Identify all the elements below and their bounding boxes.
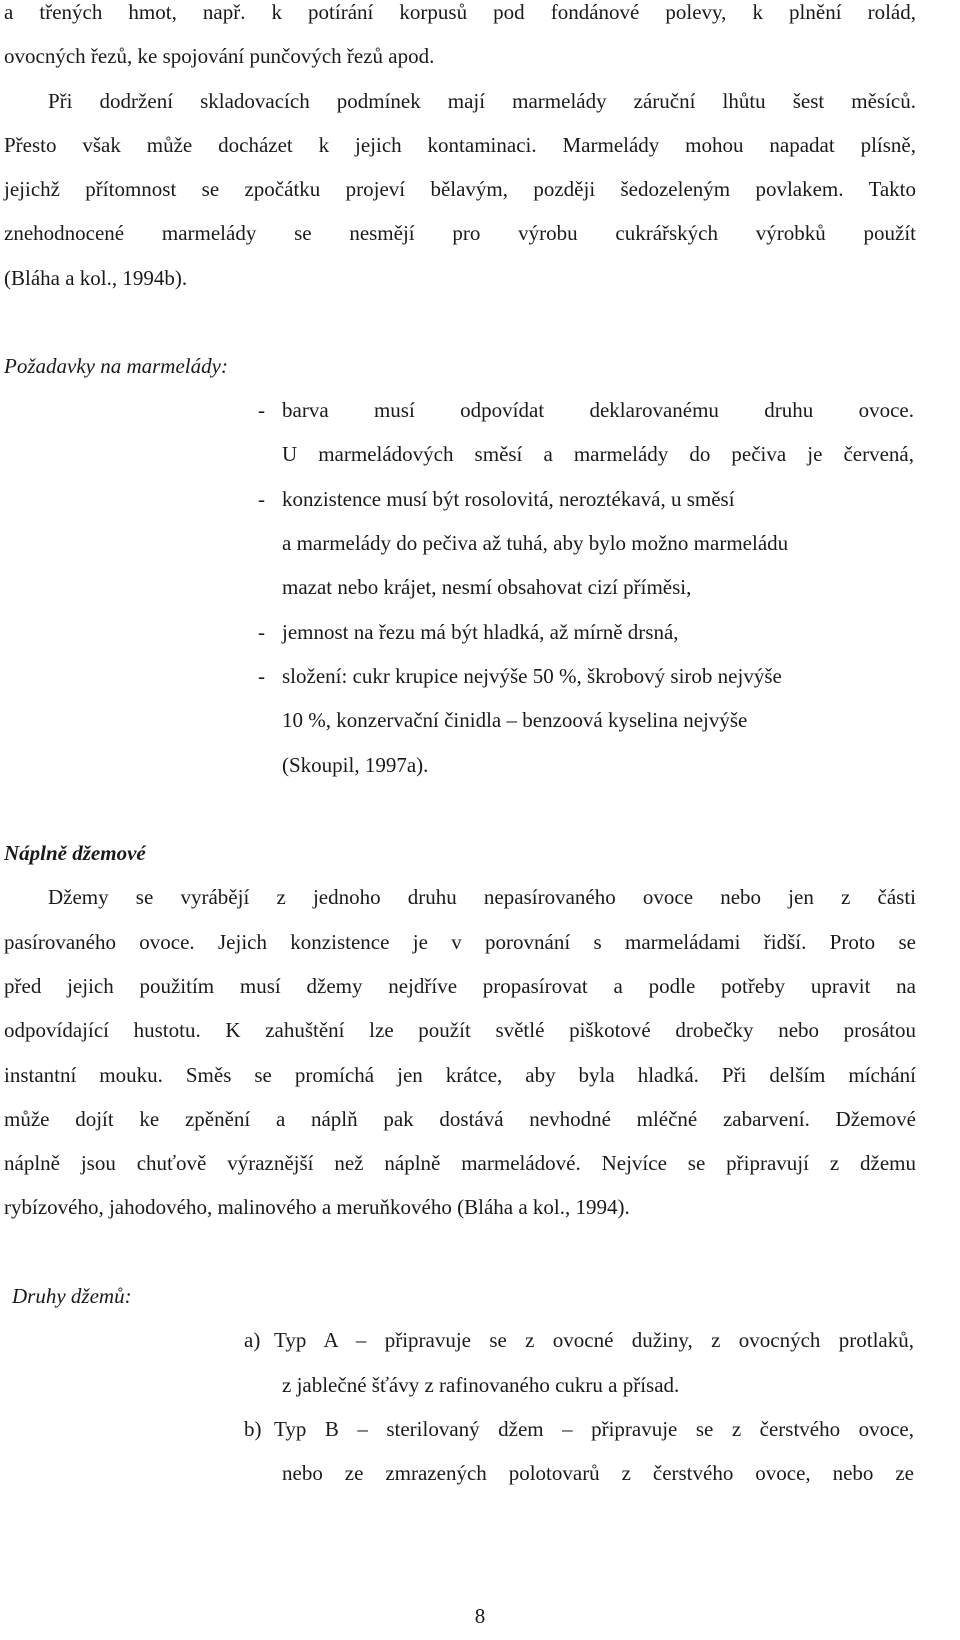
- list-item-line: Typ A – připravuje se z ovocné dužiny, z ovocných protlaků,: [274, 1328, 914, 1352]
- list-dash: -: [258, 664, 265, 688]
- text-line: náplně jsou chuťově výraznější než náplně marmeládové. Nejvíce se připravují z džemu: [4, 1151, 916, 1175]
- text-line: (Bláha a kol., 1994b).: [4, 266, 188, 290]
- list-dash: -: [258, 487, 265, 511]
- text-line: Při dodržení skladovacích podmínek mají marmelády záruční lhůtu šest měsíců.: [48, 89, 916, 113]
- section-heading: Druhy džemů:: [12, 1284, 132, 1308]
- page-number: 8: [474, 1604, 486, 1628]
- text-line: jejichž přítomnost se zpočátku projeví bělavým, později šedozeleným povlakem. Takto: [4, 177, 916, 201]
- list-item-line: z jablečné šťávy z rafinovaného cukru a přísad.: [282, 1373, 680, 1397]
- list-item-line: (Skoupil, 1997a).: [282, 753, 429, 777]
- list-item-line: a marmelády do pečiva až tuhá, aby bylo možno marmeládu: [282, 531, 789, 555]
- list-item-line: 10 %, konzervační činidla – benzoová kyselina nejvýše: [282, 708, 748, 732]
- list-item-line: konzistence musí být rosolovitá, neroztékavá, u směsí: [282, 487, 735, 511]
- list-marker: a): [244, 1328, 261, 1352]
- text-line: může dojít ke zpěnění a náplň pak dostává nevhodné mléčné zabarvení. Džemové: [4, 1107, 916, 1131]
- text-line: ovocných řezů, ke spojování punčových řezů apod.: [4, 44, 435, 68]
- text-line: a třených hmot, např. k potírání korpusů pod fondánové polevy, k plnění rolád,: [4, 0, 916, 24]
- list-dash: -: [258, 620, 265, 644]
- text-line: pasírovaného ovoce. Jejich konzistence je v porovnání s marmeládami řidší. Proto se: [4, 930, 916, 954]
- list-item-line: mazat nebo krájet, nesmí obsahovat cizí příměsi,: [282, 575, 692, 599]
- list-marker: b): [244, 1417, 262, 1441]
- text-line: rybízového, jahodového, malinového a meruňkového (Bláha a kol., 1994).: [4, 1195, 630, 1219]
- section-heading: Požadavky na marmelády:: [4, 354, 228, 378]
- list-item-line: U marmeládových směsí a marmelády do pečiva je červená,: [282, 442, 914, 466]
- section-heading: Náplně džemové: [4, 841, 146, 865]
- text-line: před jejich použitím musí džemy nejdříve propasírovat a podle potřeby upravit na: [4, 974, 916, 998]
- list-item-line: barva musí odpovídat deklarovanému druhu ovoce.: [282, 398, 914, 422]
- text-line: znehodnocené marmelády se nesmějí pro výrobu cukrářských výrobků použít: [4, 221, 916, 245]
- list-item-line: složení: cukr krupice nejvýše 50 %, škrobový sirob nejvýše: [282, 664, 782, 688]
- list-dash: -: [258, 398, 265, 422]
- text-line: Džemy se vyrábějí z jednoho druhu nepasírovaného ovoce nebo jen z části: [48, 885, 916, 909]
- text-line: instantní mouku. Směs se promíchá jen krátce, aby byla hladká. Při delším míchání: [4, 1063, 916, 1087]
- text-line: Přesto však může docházet k jejich kontaminaci. Marmelády mohou napadat plísně,: [4, 133, 916, 157]
- list-item-line: nebo ze zmrazených polotovarů z čerstvého ovoce, nebo ze: [282, 1461, 914, 1485]
- list-item-line: jemnost na řezu má být hladká, až mírně drsná,: [282, 620, 679, 644]
- text-line: odpovídající hustotu. K zahuštění lze použít světlé piškotové drobečky nebo prosátou: [4, 1018, 916, 1042]
- list-item-line: Typ B – sterilovaný džem – připravuje se z čerstvého ovoce,: [274, 1417, 914, 1441]
